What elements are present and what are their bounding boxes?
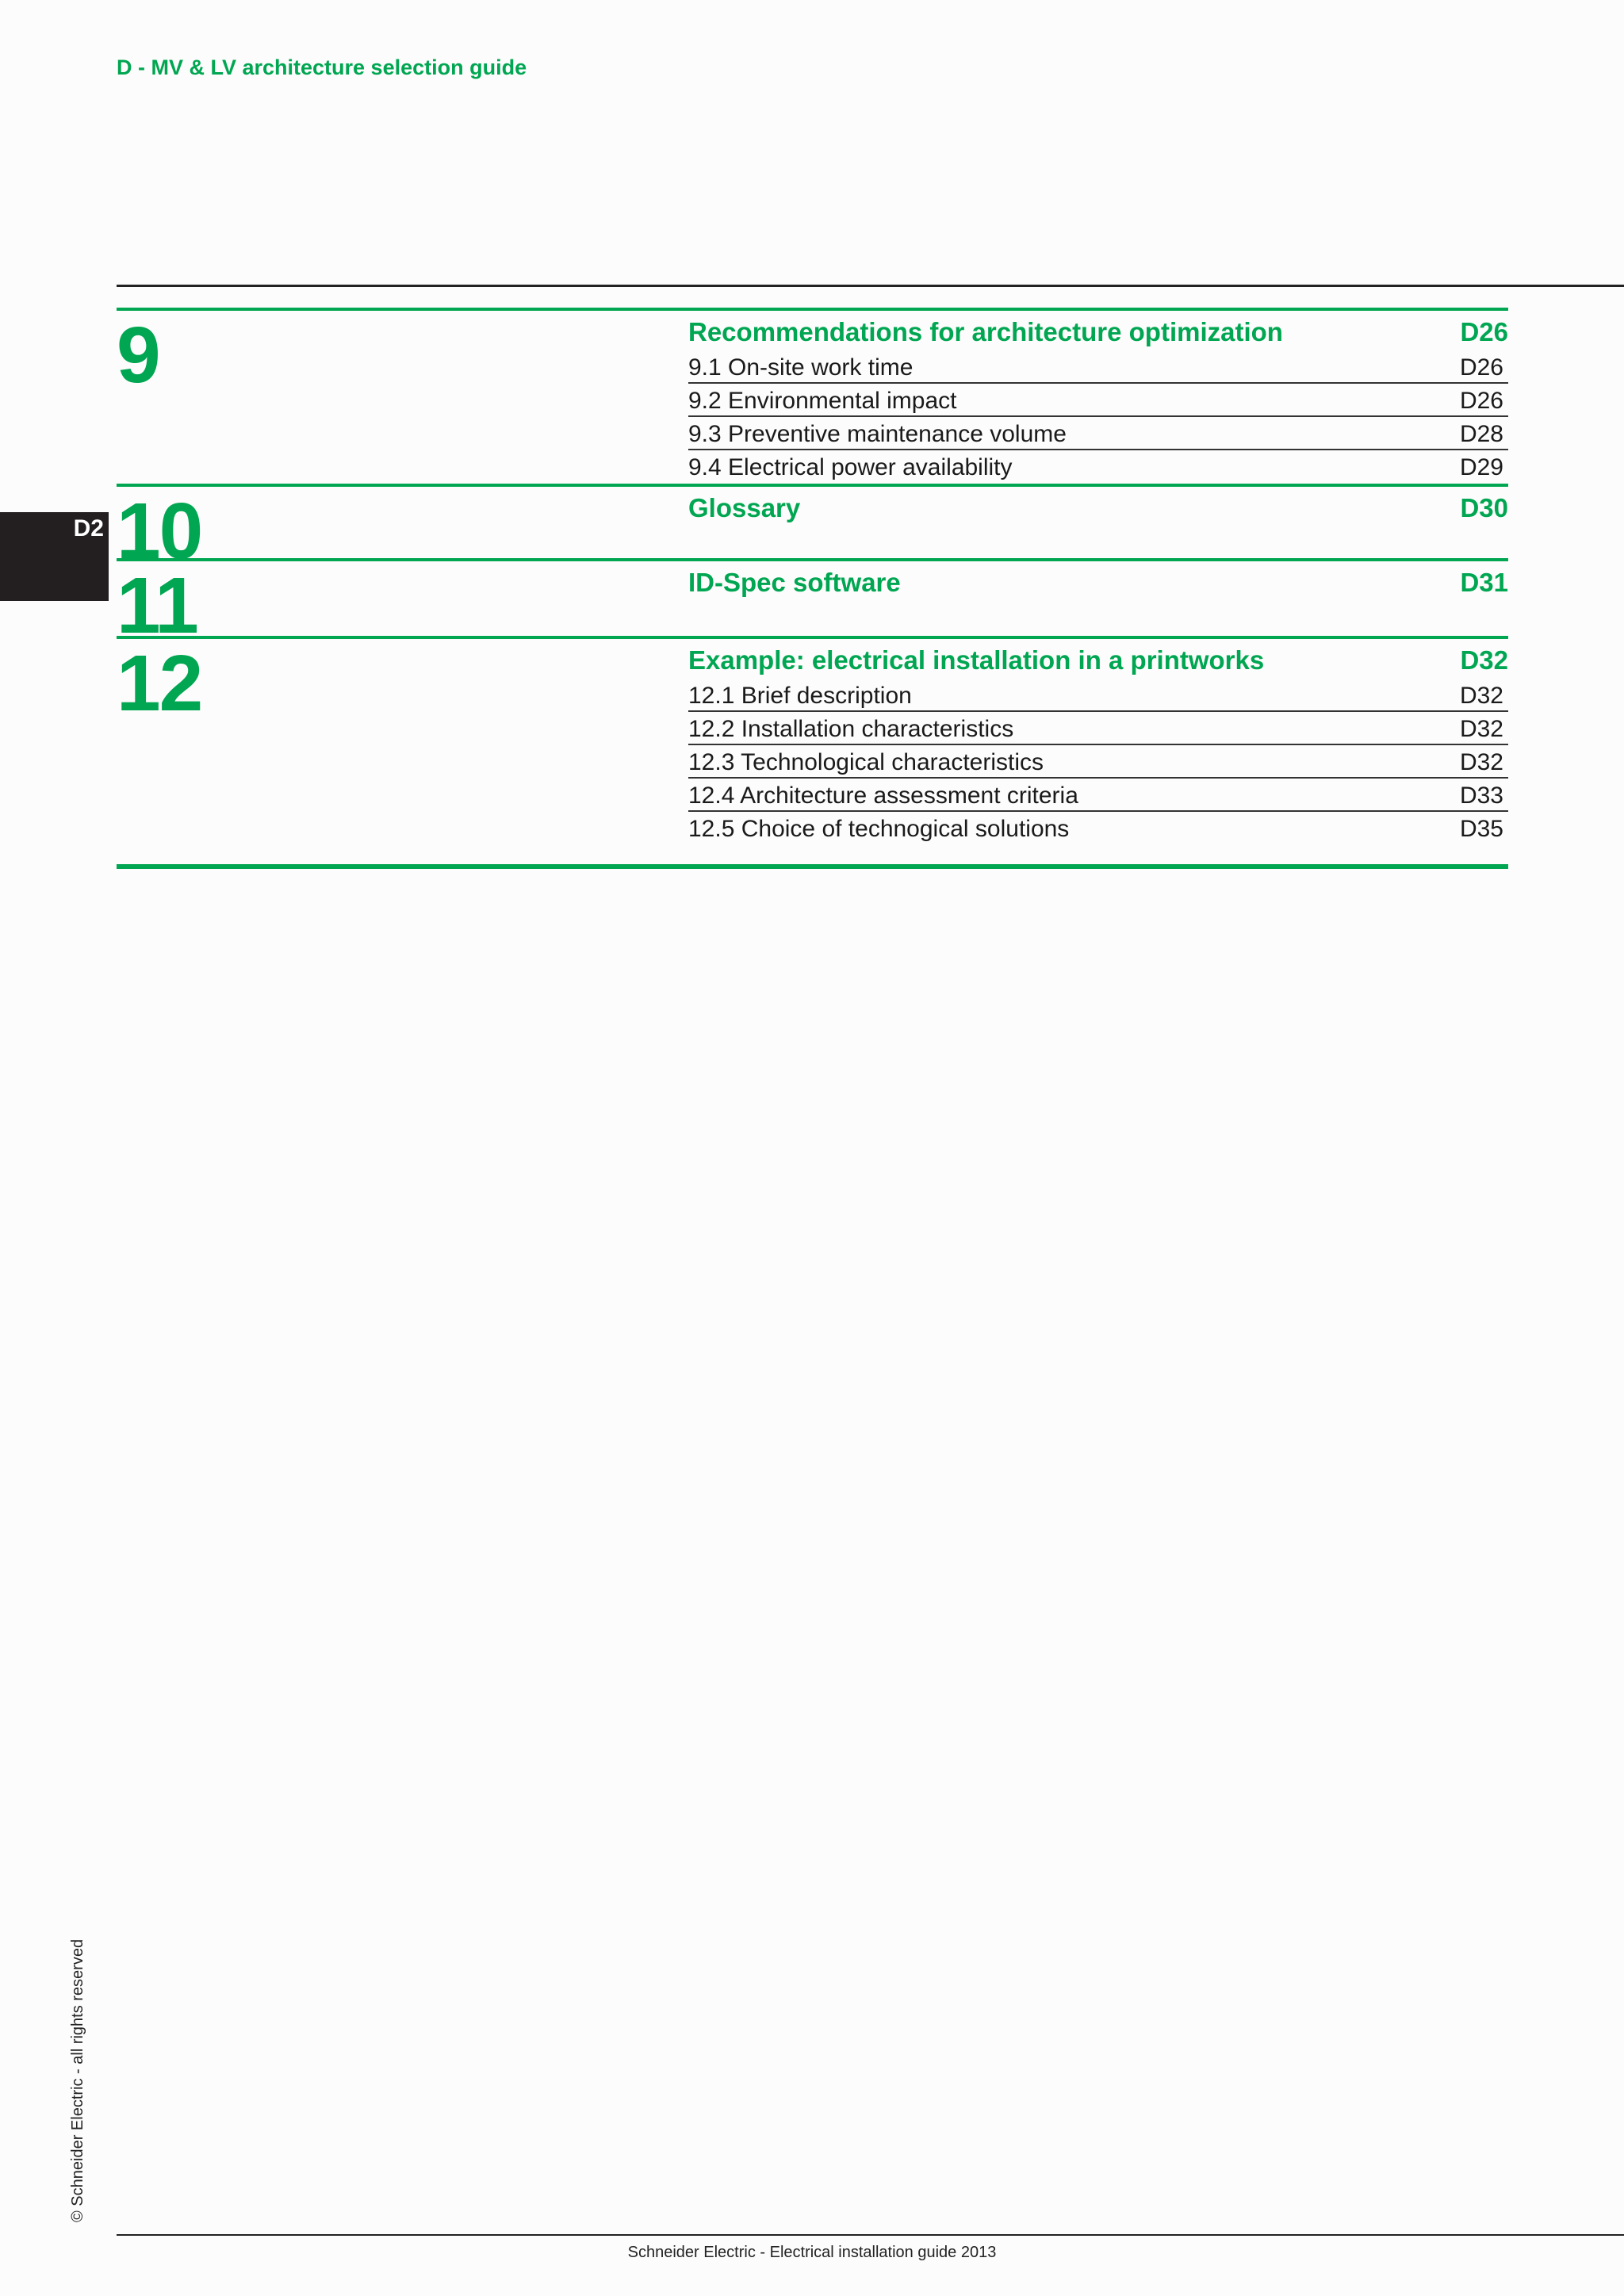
toc-item-page: D35	[1459, 816, 1503, 842]
toc-section-11	[117, 558, 1508, 650]
toc-item-page: D32	[1459, 716, 1503, 742]
section-title[interactable]: Glossary	[688, 493, 801, 522]
toc-item-page: D32	[1459, 749, 1503, 775]
section-number: 9	[117, 311, 159, 400]
toc-item-label: 9.2 Environmental impact	[688, 388, 957, 414]
toc-item-label: 12.3 Technological characteristics	[688, 749, 1044, 775]
toc-item[interactable]	[688, 415, 1508, 450]
toc-item-label: 9.4 Electrical power availability	[688, 454, 1013, 480]
toc-item-label: 12.1 Brief description	[688, 683, 912, 709]
section-title[interactable]: ID-Spec software	[688, 568, 901, 597]
toc-item[interactable]	[688, 777, 1508, 812]
toc-item[interactable]	[688, 810, 1508, 844]
toc-item-page: D29	[1459, 454, 1503, 480]
toc-item-label: 12.2 Installation characteristics	[688, 716, 1014, 742]
section-number: 10	[117, 487, 202, 576]
toc-item-label: 12.4 Architecture assessment criteria	[688, 783, 1078, 809]
toc-section-12	[117, 636, 1508, 867]
section-page[interactable]: D31	[1460, 568, 1508, 597]
page-footer: Schneider Electric - Electrical installation guide 2013	[627, 2244, 997, 2261]
toc-item[interactable]	[688, 677, 1508, 712]
section-page[interactable]: D26	[1460, 317, 1508, 346]
toc-item-page: D26	[1459, 388, 1503, 414]
toc-section-9	[117, 308, 1508, 487]
toc-section-10	[117, 484, 1508, 576]
section-number: 11	[117, 561, 197, 650]
section-title[interactable]: Recommendations for architecture optimization	[688, 317, 1283, 346]
toc-item[interactable]	[688, 349, 1508, 384]
toc-item-label: 9.1 On-site work time	[688, 354, 914, 381]
section-title[interactable]: Example: electrical installation in a printworks	[688, 645, 1265, 675]
footer-divider	[117, 2234, 1624, 2236]
toc-item-page: D33	[1459, 783, 1503, 809]
toc-item[interactable]	[688, 710, 1508, 745]
page-header-title: D - MV & LV architecture selection guide	[117, 55, 527, 79]
section-page[interactable]: D32	[1460, 645, 1508, 675]
toc-item[interactable]	[688, 744, 1508, 779]
toc-item-page: D32	[1459, 683, 1503, 709]
copyright-notice: © Schneider Electric - all rights reserved	[69, 1938, 86, 2222]
toc-item-page: D28	[1459, 421, 1503, 447]
page-tab-label: D2	[73, 515, 104, 541]
toc-item[interactable]	[688, 382, 1508, 417]
toc-end-divider	[117, 864, 1508, 869]
toc-item-label: 12.5 Choice of technogical solutions	[688, 816, 1070, 842]
toc-item[interactable]	[688, 449, 1508, 482]
section-number: 12	[117, 639, 202, 728]
top-divider	[117, 285, 1624, 287]
toc-item-label: 9.3 Preventive maintenance volume	[688, 421, 1067, 447]
section-page[interactable]: D30	[1460, 493, 1508, 522]
toc-item-page: D26	[1459, 354, 1503, 381]
page-tab	[0, 512, 109, 601]
